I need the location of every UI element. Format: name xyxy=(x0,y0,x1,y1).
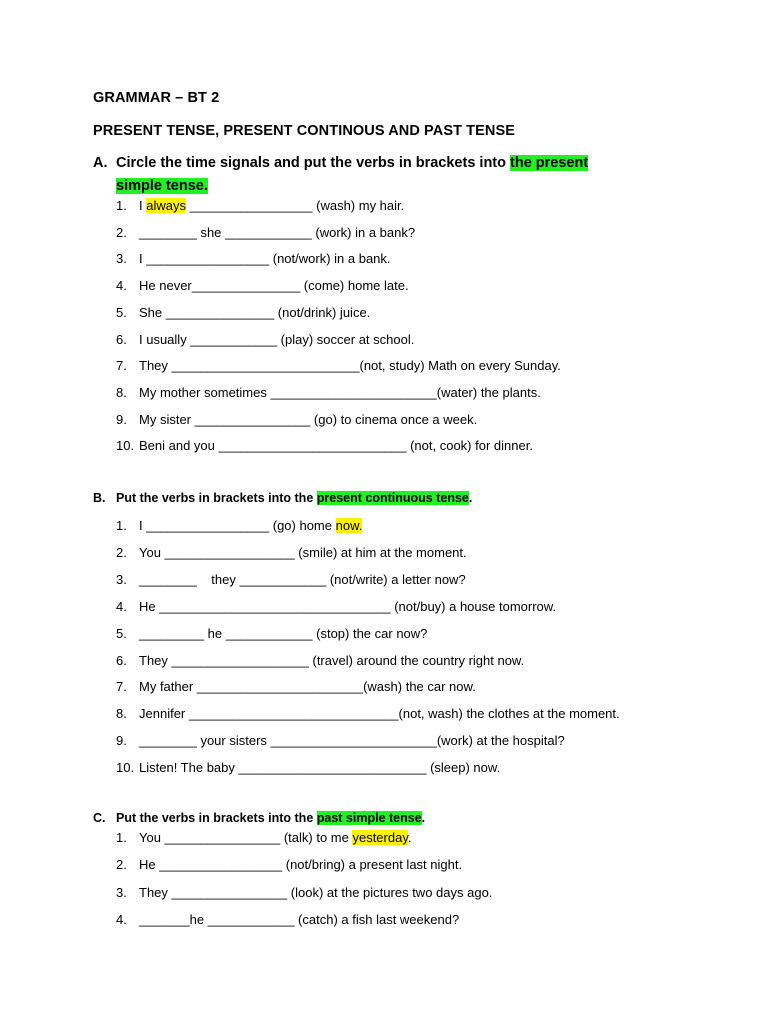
item-text: I xyxy=(139,198,147,213)
item-number: 7. xyxy=(116,679,127,695)
exercise-item xyxy=(116,385,541,400)
section-b-after: . xyxy=(468,491,473,505)
item-text-after: . xyxy=(407,830,412,845)
exercise-item xyxy=(116,706,620,721)
page-title: GRAMMAR – BT 2 xyxy=(93,90,220,106)
item-text: He never_______________ (come) home late. xyxy=(139,278,409,294)
exercise-item xyxy=(116,572,466,587)
exercise-item xyxy=(116,518,362,533)
section-c-letter: C. xyxy=(93,811,106,825)
section-c-heading xyxy=(93,811,425,825)
exercise-item xyxy=(116,626,427,641)
item-number: 2. xyxy=(116,544,127,560)
time-signal-highlight: now. xyxy=(335,518,363,533)
exercise-item xyxy=(116,760,500,775)
section-a-highlight-1: the present xyxy=(510,155,589,171)
item-number: 7. xyxy=(116,358,127,374)
item-text: You ________________ (talk) to me xyxy=(139,830,353,845)
item-text: Jennifer _____________________________(not, wash) the clothes at the moment. xyxy=(139,706,620,722)
item-number: 8. xyxy=(116,384,127,400)
item-text: My mother sometimes _______________________(water) the plants. xyxy=(139,384,541,400)
exercise-item xyxy=(116,599,556,614)
exercise-item xyxy=(116,278,409,293)
item-text: You __________________ (smile) at him at the moment. xyxy=(139,544,467,560)
item-number: 2. xyxy=(116,224,127,240)
item-text: _______he ____________ (catch) a fish last weekend? xyxy=(139,911,460,927)
exercise-item xyxy=(116,885,492,900)
item-number: 6. xyxy=(116,331,127,347)
item-text: She _______________ (not/drink) juice. xyxy=(139,304,371,320)
time-signal-highlight: always xyxy=(146,198,186,213)
item-text: They ___________________ (travel) around the country right now. xyxy=(139,652,525,668)
exercise-item xyxy=(116,857,462,872)
item-number: 3. xyxy=(116,251,127,267)
item-number: 9. xyxy=(116,733,127,749)
section-b-highlight: present continuous tense xyxy=(316,491,469,505)
section-c-highlight: past simple tense xyxy=(316,811,422,825)
item-text: He ________________________________ (not/buy) a house tomorrow. xyxy=(139,598,557,614)
item-number: 8. xyxy=(116,706,127,722)
item-number: 4. xyxy=(116,598,127,614)
item-number: 1. xyxy=(116,198,127,213)
exercise-item xyxy=(116,438,533,453)
exercise-item xyxy=(116,830,412,845)
page-subtitle: PRESENT TENSE, PRESENT CONTINOUS AND PAST TENSE xyxy=(93,123,516,139)
item-number: 5. xyxy=(116,304,127,320)
exercise-item xyxy=(116,653,524,668)
exercise-item xyxy=(116,251,391,266)
item-text: ________ they ____________ (not/write) a letter now? xyxy=(139,571,466,587)
item-number: 4. xyxy=(116,278,127,294)
section-c-after: . xyxy=(421,811,426,825)
item-text: ________ your sisters _______________________(work) at the hospital? xyxy=(139,733,565,749)
exercise-item xyxy=(116,733,565,748)
section-a-text: Circle the time signals and put the verbs in brackets into xyxy=(116,155,511,171)
item-text: ________ she ____________ (work) in a bank? xyxy=(139,224,416,240)
item-number: 10. xyxy=(116,438,135,454)
item-text: _________ he ____________ (stop) the car now? xyxy=(139,625,428,641)
exercise-item xyxy=(116,412,477,427)
item-text: He _________________ (not/bring) a present last night. xyxy=(139,857,463,873)
section-b-heading xyxy=(93,491,472,505)
item-text: Beni and you __________________________ (not, cook) for dinner. xyxy=(139,438,533,454)
exercise-item xyxy=(116,912,459,927)
item-number: 3. xyxy=(116,884,127,900)
item-number: 5. xyxy=(116,625,127,641)
item-text: I _________________ (go) home xyxy=(139,518,336,533)
item-number: 2. xyxy=(116,857,127,873)
time-signal-highlight: yesterday xyxy=(352,830,408,845)
item-text: I usually ____________ (play) soccer at school. xyxy=(139,331,415,347)
item-number: 10. xyxy=(116,760,135,776)
section-a-highlight-2: simple tense. xyxy=(116,178,208,194)
exercise-item xyxy=(116,225,415,240)
exercise-item xyxy=(116,679,476,694)
exercise-item xyxy=(116,332,414,347)
item-number: 6. xyxy=(116,652,127,668)
exercise-item xyxy=(116,545,467,560)
section-b-letter: B. xyxy=(93,491,106,505)
item-text: They __________________________(not, study) Math on every Sunday. xyxy=(139,358,561,374)
item-number: 4. xyxy=(116,911,127,927)
exercise-item xyxy=(116,198,404,213)
item-number: 9. xyxy=(116,411,127,427)
item-text: They ________________ (look) at the pictures two days ago. xyxy=(139,884,493,900)
item-number: 1. xyxy=(116,518,127,533)
section-a-heading xyxy=(93,152,588,198)
section-c-text: Put the verbs in brackets into the xyxy=(116,811,317,825)
item-number: 3. xyxy=(116,571,127,587)
item-text: My sister ________________ (go) to cinema once a week. xyxy=(139,411,478,427)
exercise-item xyxy=(116,305,370,320)
item-text: Listen! The baby __________________________ (sleep) now. xyxy=(139,760,501,776)
item-text-after: _________________ (wash) my hair. xyxy=(185,198,405,213)
item-text: I _________________ (not/work) in a bank. xyxy=(139,251,391,267)
exercise-item xyxy=(116,358,561,373)
item-number: 1. xyxy=(116,830,127,845)
section-b-text: Put the verbs in brackets into the xyxy=(116,491,317,505)
item-text: My father _______________________(wash) the car now. xyxy=(139,679,476,695)
section-a-letter: A. xyxy=(93,155,108,171)
